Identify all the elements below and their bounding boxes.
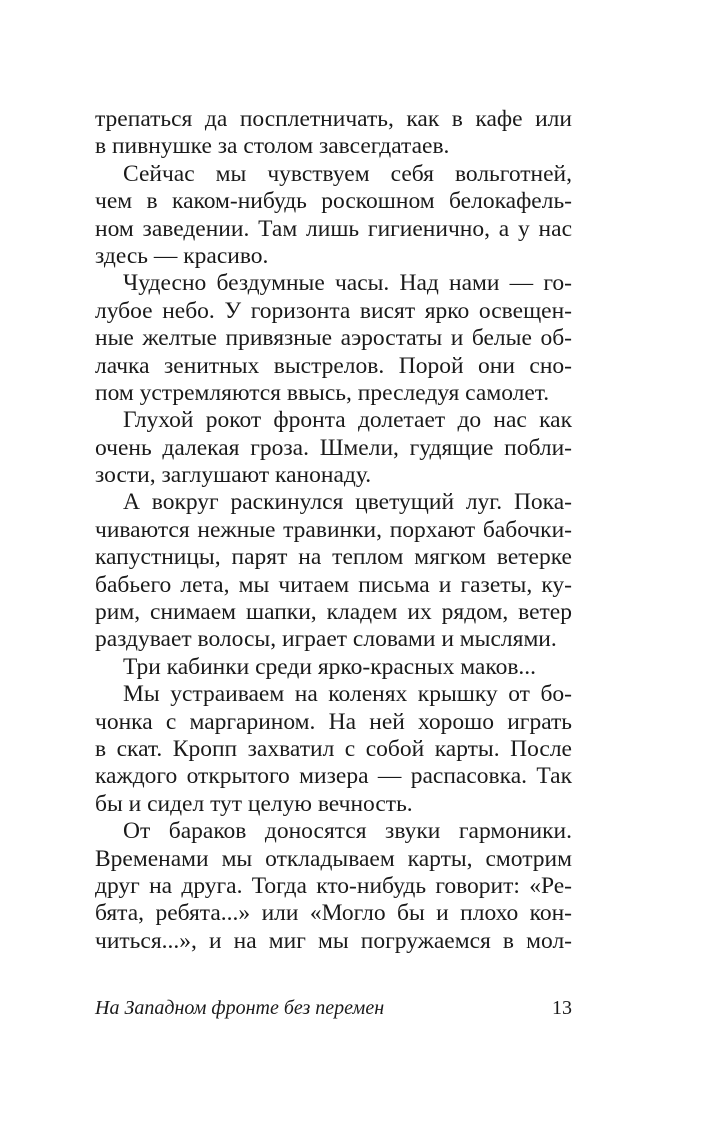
paragraph xyxy=(95,161,572,271)
text-line: пом устремляются ввысь, преследуя самолет. xyxy=(95,379,550,406)
text-line: каждого открытого мизера — распасовка. Так xyxy=(95,763,572,790)
text-line: лачка зенитных выстрелов. Порой они сно- xyxy=(95,352,572,379)
text-line: От бараков доносятся звуки гармоники. xyxy=(123,818,572,845)
text-line: в скат. Кропп захватил с собой карты. После xyxy=(95,735,572,762)
text-line: ном заведении. Там лишь гигиенично, а у нас xyxy=(95,215,572,242)
paragraph xyxy=(95,106,572,161)
text-line: чонка с маргарином. На ней хорошо играть xyxy=(95,708,572,735)
text-line: Временами мы откладываем карты, смотрим xyxy=(95,845,572,872)
text-line: Глухой рокот фронта долетает до нас как xyxy=(123,407,572,434)
text-line: Три кабинки среди ярко-красных маков... xyxy=(123,653,537,680)
text-line: раздувает волосы, играет словами и мыслями. xyxy=(95,626,557,653)
paragraph xyxy=(95,270,572,407)
text-line: А вокруг раскинулся цветущий луг. Пока- xyxy=(123,489,572,516)
text-line: Чудесно бездумные часы. Над нами — го- xyxy=(123,270,572,297)
text-line: рим, снимаем шапки, кладем их рядом, ветер xyxy=(95,599,572,626)
text-line: трепаться да посплетничать, как в кафе или xyxy=(95,106,572,132)
text-line: в пивнушке за столом завсегдатаев. xyxy=(95,133,450,160)
text-line: бята, ребята...» или «Могло бы и плохо кон- xyxy=(95,900,572,927)
text-line: лубое небо. У горизонта висят ярко освещен- xyxy=(95,297,572,324)
paragraph xyxy=(95,818,572,955)
paragraph xyxy=(95,489,572,653)
page-number: 13 xyxy=(552,997,572,1019)
text-line: зости, заглушают канонаду. xyxy=(95,462,372,489)
text-line: бабьего лета, мы читаем письма и газеты, ку- xyxy=(95,571,572,598)
text-line: капустницы, парят на теплом мягком ветерке xyxy=(95,544,572,571)
text-line: чем в каком-нибудь роскошном белокафель- xyxy=(95,188,572,215)
paragraph xyxy=(95,681,572,818)
body-text xyxy=(95,106,572,955)
paragraph xyxy=(95,407,572,489)
paragraph xyxy=(95,654,572,681)
text-line: ные желтые привязные аэростаты и белые об- xyxy=(95,325,572,352)
text-line: очень далекая гроза. Шмели, гудящие побли- xyxy=(95,434,572,461)
text-line: друг на друга. Тогда кто-нибудь говорит: «Ре- xyxy=(95,872,572,899)
text-line: чиваются нежные травинки, порхают бабочки- xyxy=(95,516,572,543)
text-line: Мы устраиваем на коленях крышку от бо- xyxy=(123,681,572,708)
text-line: бы и сидел тут целую вечность. xyxy=(95,790,413,817)
text-line: читься...», и на миг мы погружаемся в мол- xyxy=(95,927,572,954)
text-line: здесь — красиво. xyxy=(95,242,269,269)
text-line: Сейчас мы чувствуем себя вольготней, xyxy=(123,160,572,187)
running-title: На Западном фронте без перемен xyxy=(95,997,385,1019)
